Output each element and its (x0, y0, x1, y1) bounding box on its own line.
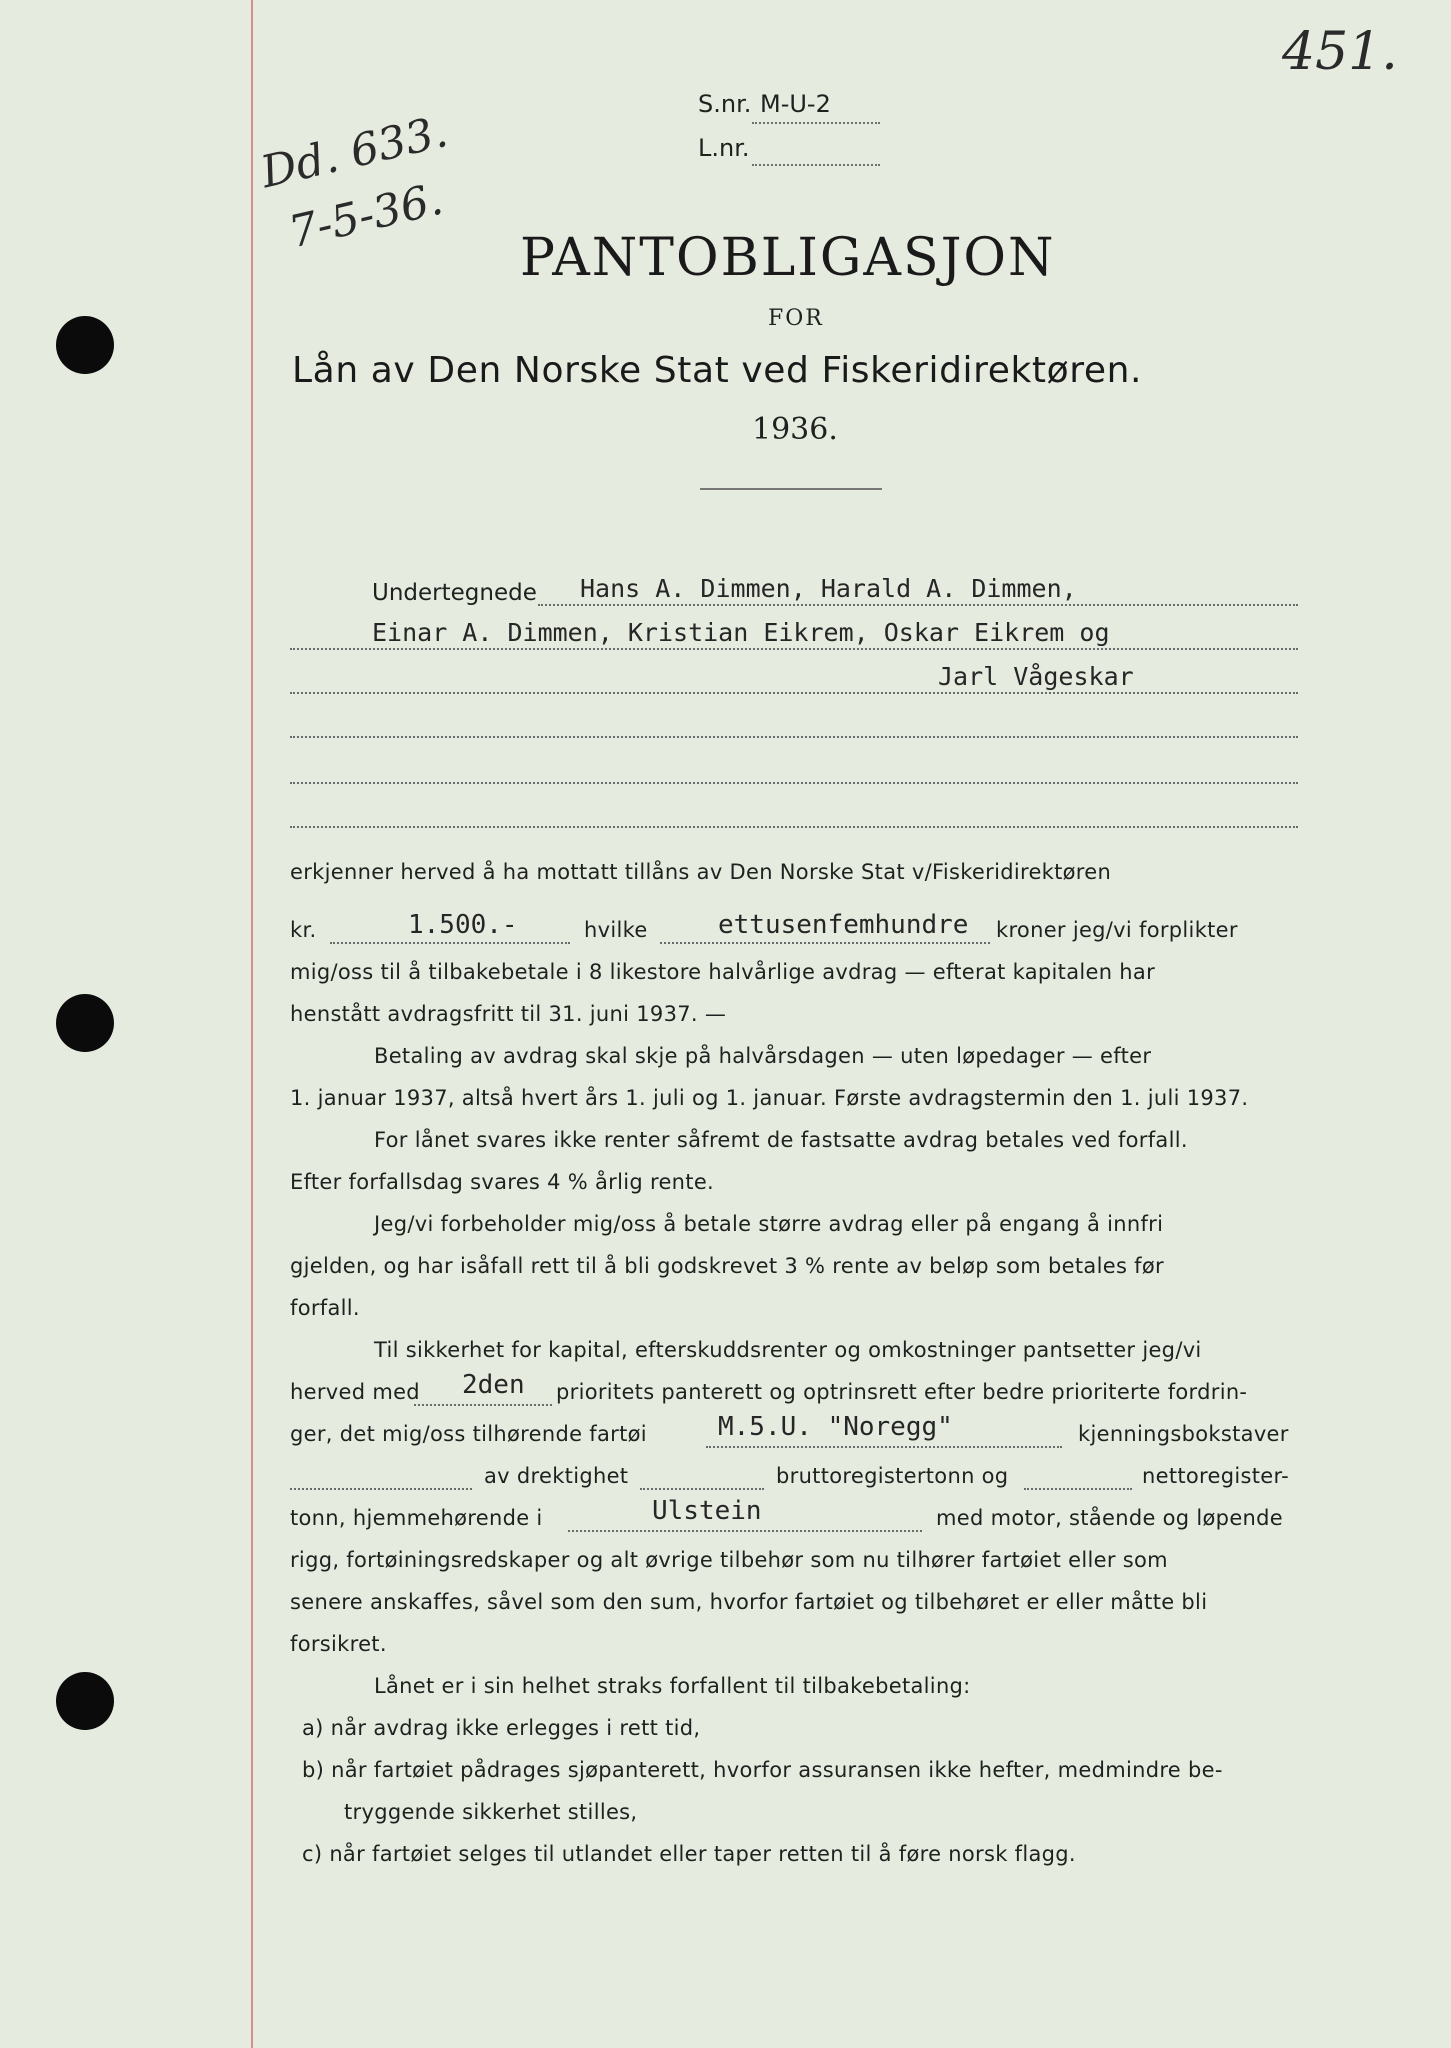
undersigned-label: Undertegnede (372, 580, 537, 606)
body-line: Efter forfallsdag svares 4 % årlig rente. (290, 1170, 715, 1194)
list-item-c: c) når fartøiet selges til utlandet eller taper retten til å føre norsk flagg. (302, 1842, 1076, 1866)
body-line: kroner jeg/vi forplikter (996, 918, 1238, 942)
title-for: FOR (768, 306, 824, 331)
body-line: herved med (290, 1380, 420, 1404)
undersigned-names-1: Hans A. Dimmen, Harald A. Dimmen, (580, 574, 1077, 603)
body-line: Betaling av avdrag skal skje på halvårsdagen — uten løpedager — efter (374, 1044, 1152, 1068)
body-line: ger, det mig/oss tilhørende fartøi (290, 1422, 647, 1446)
punch-hole (56, 316, 114, 374)
fill-line (706, 1446, 1062, 1448)
body-line: erkjenner herved å ha mottatt tillåns av Den Norske Stat v/Fiskeridirektøren (290, 860, 1112, 884)
fill-line (538, 604, 1298, 606)
document-year: 1936. (752, 412, 838, 447)
fill-line (330, 942, 570, 944)
body-line: bruttoregistertonn og (776, 1464, 1009, 1488)
list-item-a: a) når avdrag ikke erlegges i rett tid, (302, 1716, 701, 1740)
fill-line (290, 1488, 472, 1490)
body-line: med motor, stående og løpende (936, 1506, 1283, 1530)
kr-label: kr. (290, 918, 317, 942)
undersigned-names-2: Einar A. Dimmen, Kristian Eikrem, Oskar Eikrem og (372, 618, 1110, 647)
body-line: Til sikkerhet for kapital, efterskuddsrenter og omkostninger pantsetter jeg/vi (374, 1338, 1202, 1362)
fill-line (414, 1404, 552, 1406)
fill-line (660, 942, 990, 944)
body-line: 1. januar 1937, altså hvert års 1. juli og 1. januar. Første avdragstermin den 1. juli 1937. (290, 1086, 1249, 1110)
body-line: For lånet svares ikke renter såfremt de fastsatte avdrag betales ved forfall. (374, 1128, 1188, 1152)
margin-rule (251, 0, 253, 2048)
handwritten-page-number: 451. (1282, 22, 1398, 82)
title-divider (700, 488, 882, 490)
body-line: Jeg/vi forbeholder mig/oss å betale større avdrag eller på engang å innfri (374, 1212, 1164, 1236)
body-line: nettoregister- (1142, 1464, 1289, 1488)
home-port: Ulstein (652, 1496, 762, 1526)
list-item-b-cont: tryggende sikkerhet stilles, (344, 1800, 638, 1824)
lnr-line (752, 164, 880, 166)
handwritten-document-ref: Dd. 633. (256, 106, 453, 199)
priority-value: 2den (462, 1370, 525, 1400)
fill-line (290, 782, 1298, 784)
body-line: rigg, fortøiningsredskaper og alt øvrige tilbehør som nu tilhører fartøiet eller som (290, 1548, 1168, 1572)
document-title: PANTOBLIGASJON (520, 228, 1056, 288)
snr-line (752, 122, 880, 124)
loan-amount-words: ettusenfemhundre (718, 910, 969, 940)
body-line: kjenningsbokstaver (1078, 1422, 1289, 1446)
punch-hole (56, 1672, 114, 1730)
fill-line (290, 648, 1298, 650)
body-line: mig/oss til å tilbakebetale i 8 likestore halvårlige avdrag — efterat kapitalen har (290, 960, 1156, 984)
body-line: Lånet er i sin helhet straks forfallent til tilbakebetaling: (374, 1674, 971, 1698)
fill-line (640, 1488, 764, 1490)
document-subtitle: Lån av Den Norske Stat ved Fiskeridirektøren. (292, 350, 1143, 391)
vessel-name: M.5.U. "Noregg" (718, 1412, 953, 1442)
snr-label: S.nr. (698, 90, 752, 118)
fill-line (568, 1530, 922, 1532)
body-line: henstått avdragsfritt til 31. juni 1937. — (290, 1002, 727, 1026)
fill-line (290, 736, 1298, 738)
fill-line (1024, 1488, 1132, 1490)
list-item-b: b) når fartøiet pådrages sjøpanterett, hvorfor assuransen ikke hefter, medmindre be- (302, 1758, 1223, 1782)
body-line: av drektighet (484, 1464, 629, 1488)
fill-line (290, 826, 1298, 828)
undersigned-names-3: Jarl Vågeskar (938, 662, 1134, 691)
body-line: forsikret. (290, 1632, 387, 1656)
body-line: senere anskaffes, såvel som den sum, hvorfor fartøiet og tilbehøret er eller måtte bli (290, 1590, 1208, 1614)
snr-value: M-U-2 (760, 90, 831, 118)
body-line: tonn, hjemmehørende i (290, 1506, 543, 1530)
body-line: forfall. (290, 1296, 360, 1320)
loan-amount: 1.500.- (408, 910, 518, 940)
hvilke-text: hvilke (584, 918, 648, 942)
body-line: prioritets panterett og optrinsrett efter bedre prioriterte fordrin- (556, 1380, 1248, 1404)
fill-line (290, 692, 1298, 694)
body-line: gjelden, og har isåfall rett til å bli godskrevet 3 % rente av beløp som betales før (290, 1254, 1164, 1278)
handwritten-date: 7-5-36. (284, 173, 448, 259)
lnr-label: L.nr. (698, 134, 750, 162)
punch-hole (56, 994, 114, 1052)
